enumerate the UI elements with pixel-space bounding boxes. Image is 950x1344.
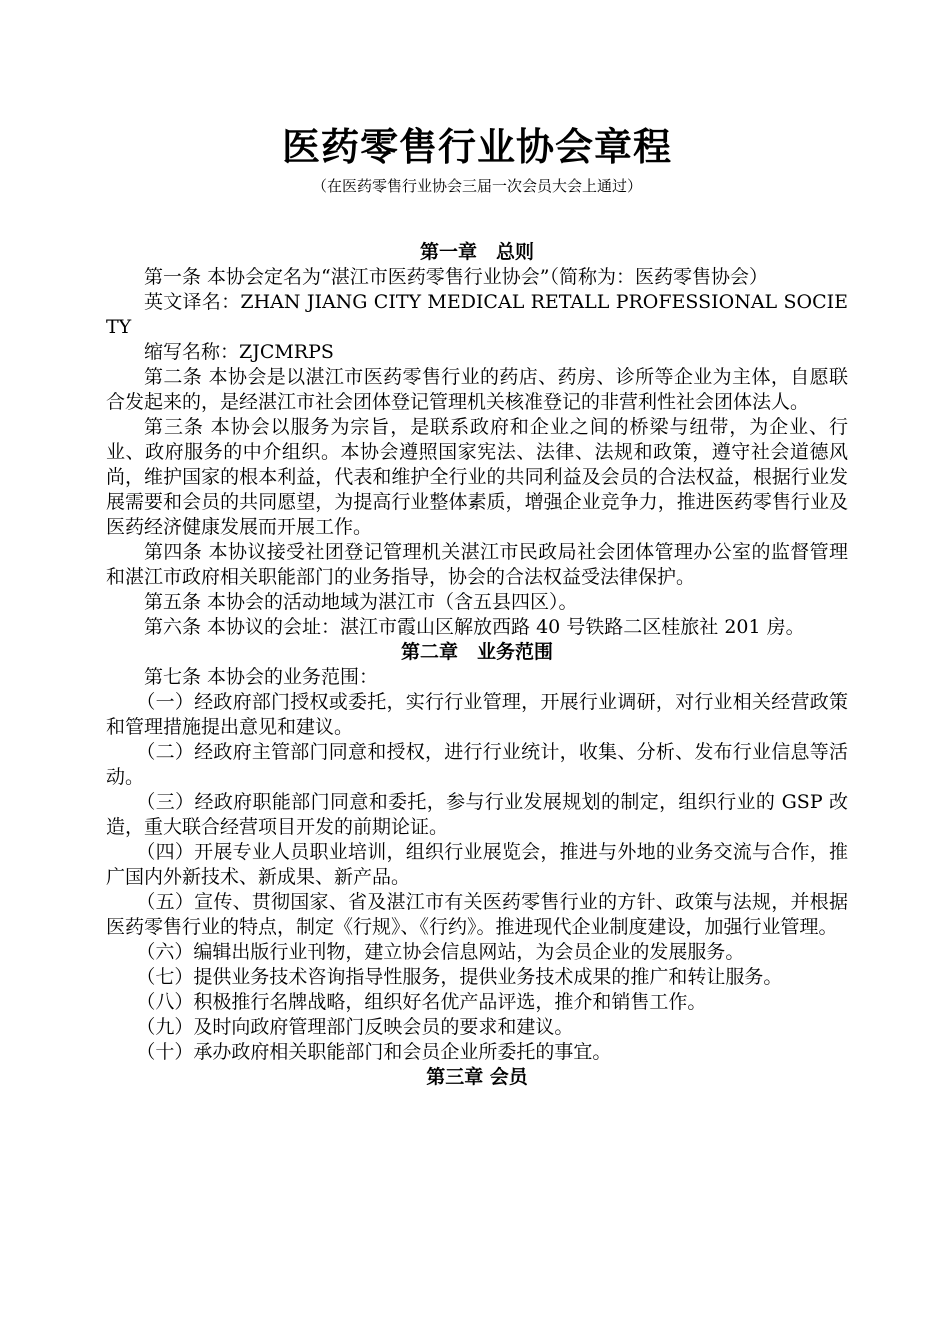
article-4: 第四条 本协议接受社团登记管理机关湛江市民政局社会团体管理办公室的监督管理和湛江市政府相关职能部门的业务指导，协会的合法权益受法律保护。	[106, 541, 848, 588]
article-3: 第三条 本协会以服务为宗旨，是联系政府和企业之间的桥梁与纽带，为企业、行业、政府服务的中介组织。本协会遵照国家宪法、法律、法规和政策，遵守社会道德风尚，维护国家的根本利益，代表和维护全行业的共同利益及会员的合法权益，根据行业发展需要和会员的共同愿望，为提高行业整体素质，增强企业竞争力，推进医药零售行业及医药经济健康发展而开展工作。	[106, 416, 848, 538]
scope-item-6: （六）编辑出版行业刊物，建立协会信息网站，为会员企业的发展服务。	[136, 941, 745, 963]
scope-item-3: （三）经政府职能部门同意和委托，参与行业发展规划的制定，组织行业的 GSP 改造，重大联合经营项目开发的前期论证。	[106, 791, 848, 838]
article-1: 第一条 本协会定名为“湛江市医药零售行业协会”（简称为：医药零售协会）	[144, 266, 768, 288]
chapter-2-heading: 第二章 业务范围	[400, 641, 553, 663]
scope-item-5: （五）宣传、贯彻国家、省及湛江市有关医药零售行业的方针、政策与法规，并根据医药零售行业的特点，制定《行规》、《行约》。推进现代企业制度建设，加强行业管理。	[106, 891, 848, 938]
scope-item-8: （八）积极推行名牌战略，组织好名优产品评选，推介和销售工作。	[136, 991, 707, 1013]
scope-item-4: （四）开展专业人员职业培训，组织行业展览会，推进与外地的业务交流与合作，推广国内外新技术、新成果、新产品。	[106, 841, 848, 888]
document-page	[106, 120, 848, 1090]
scope-item-9: （九）及时向政府管理部门反映会员的要求和建议。	[136, 1016, 574, 1038]
article-6: 第六条 本协议的会址：湛江市霞山区解放西路 40 号铁路二区桂旅社 201 房。	[144, 616, 805, 638]
document-subtitle: （在医药零售行业协会三届一次会员大会上通过）	[311, 177, 642, 195]
scope-item-7: （七）提供业务技术咨询指导性服务，提供业务技术成果的推广和转让服务。	[136, 966, 783, 988]
chapter-3-heading: 第三章 会员	[426, 1066, 528, 1088]
document-title: 医药零售行业协会章程	[281, 124, 672, 169]
article-5: 第五条 本协会的活动地域为湛江市（含五县四区）。	[144, 591, 578, 613]
article-2: 第二条 本协会是以湛江市医药零售行业的药店、药房、诊所等企业为主体，自愿联合发起来的，是经湛江市社会团体登记管理机关核准登记的非营利性社会团体法人。	[106, 366, 848, 413]
abbreviation: 缩写名称：ZJCMRPS	[144, 341, 334, 363]
scope-item-1: （一）经政府部门授权或委托，实行行业管理，开展行业调研，对行业相关经营政策和管理措施提出意见和建议。	[106, 691, 848, 738]
english-name: 英文译名：ZHAN JIANG CITY MEDICAL RETALL PROFESSIONAL SOCIETY	[106, 291, 848, 338]
chapter-1-heading: 第一章 总则	[419, 241, 534, 263]
article-7: 第七条 本协会的业务范围：	[144, 666, 379, 688]
scope-item-2: （二）经政府主管部门同意和授权，进行行业统计，收集、分析、发布行业信息等活动。	[106, 741, 848, 788]
scope-item-10: （十）承办政府相关职能部门和会员企业所委托的事宜。	[136, 1041, 612, 1063]
